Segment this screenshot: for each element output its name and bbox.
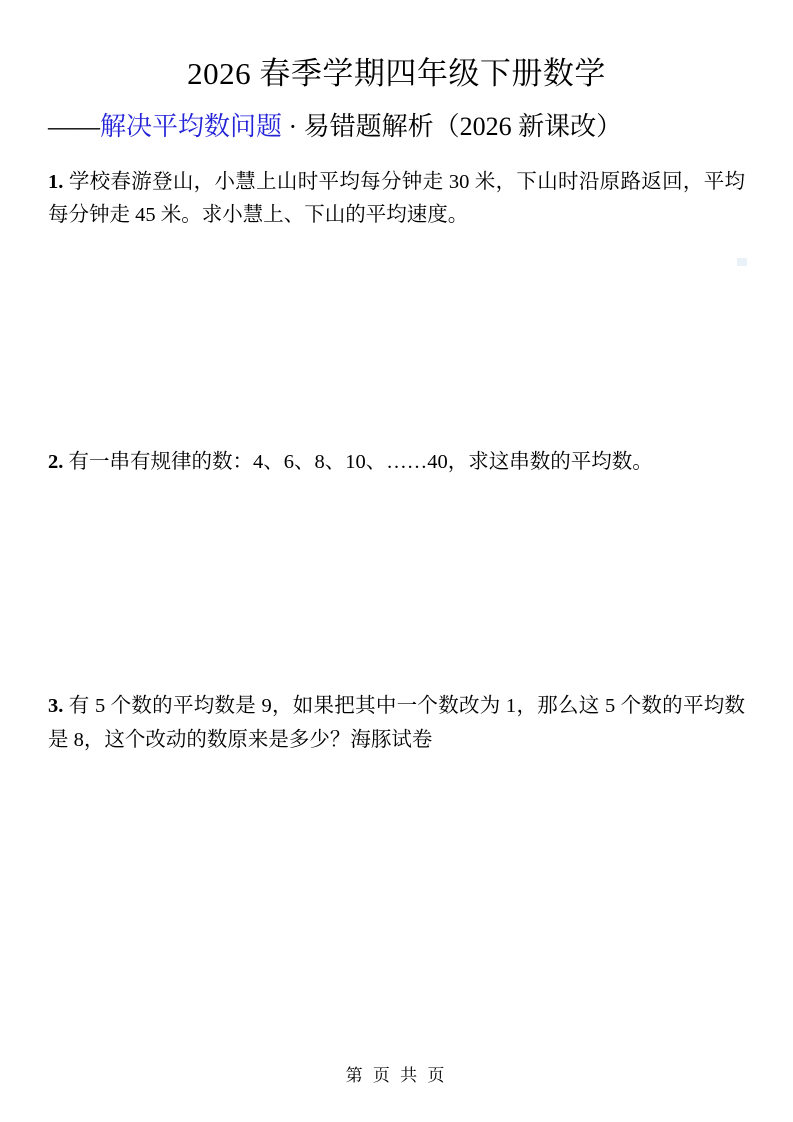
problem-item	[48, 690, 745, 758]
page-subtitle	[48, 110, 745, 144]
problem-text: 学校春游登山，小慧上山时平均每分钟走 30 米，下山时沿原路返回，平均每分钟走 45 米。求小慧上、下山的平均速度。	[48, 170, 745, 227]
page-footer: 第 页 共 页	[345, 1066, 448, 1085]
problem-item	[48, 166, 745, 234]
problem-text: 有 5 个数的平均数是 9，如果把其中一个数改为 1，那么这 5 个数的平均数是 8，这个改动的数原来是多少？海豚试卷	[48, 694, 746, 751]
subtitle-accent-text: 解决平均数问题	[100, 111, 283, 141]
page-artifact-mark	[737, 258, 747, 266]
subtitle-dash: ——	[48, 111, 100, 141]
subtitle-rest-text: · 易错题解析（2026 新课改）	[282, 111, 623, 141]
problem-text: 有一串有规律的数：4、6、8、10、……40，求这串数的平均数。	[68, 451, 653, 474]
problem-number: 2.	[48, 451, 64, 474]
problem-number: 1.	[48, 170, 64, 193]
page-title: 2026 春季学期四年级下册数学	[187, 56, 606, 91]
problem-item	[48, 446, 745, 480]
problem-number: 3.	[48, 694, 64, 717]
